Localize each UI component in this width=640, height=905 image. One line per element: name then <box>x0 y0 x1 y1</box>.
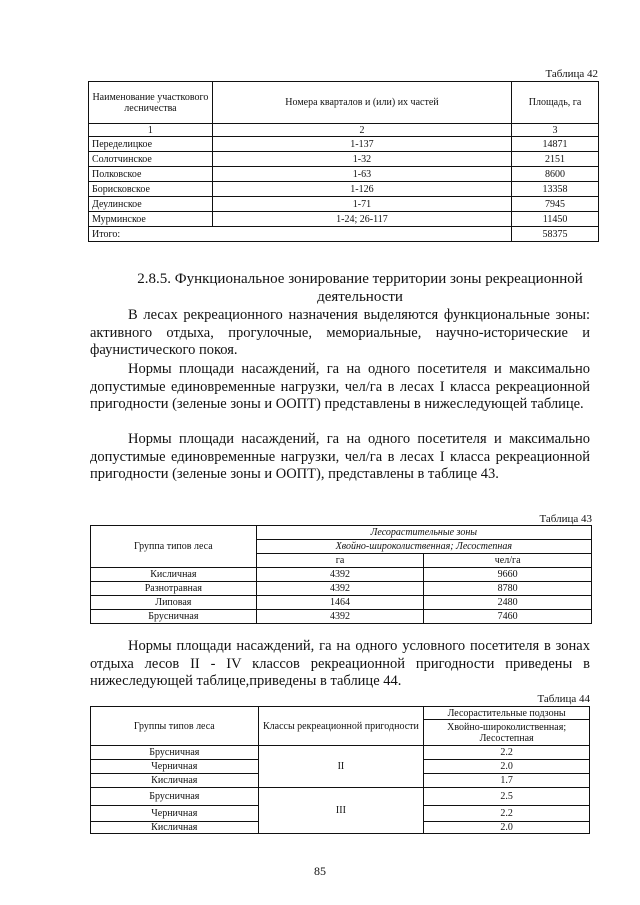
table-row <box>89 167 599 182</box>
t43-header-zone: Хвойно-широколиственная; Лесостепная <box>256 540 591 554</box>
t42-cell-name: Мурминское <box>89 212 213 227</box>
t43-header-group: Группа типов леса <box>91 526 257 568</box>
paragraph-text: Нормы площади насаждений, га на одного посетителя и максимально допустимые единовременные нагрузки, чел/га в лесах I класса рекреационной пригодности (зеленые зоны и ООПТ) представлены в нижеследующей таблице. <box>90 361 590 412</box>
table-row <box>91 610 592 624</box>
t44-cell-group: Брусничная <box>91 746 259 760</box>
t42-total-value: 58375 <box>512 227 599 242</box>
table-44 <box>90 706 590 834</box>
t44-header-subzones: Лесорастительные подзоны <box>424 707 590 720</box>
t44-cell-group: Брусничная <box>91 788 259 806</box>
paragraph-text: В лесах рекреационного назначения выделяются функциональные зоны: активного отдыха, прогулочные, мемориальные, научно-исторические и фаунистического покоя. <box>90 307 590 358</box>
t43-cell-ha: 4392 <box>256 610 424 624</box>
t43-unit-ha: га <box>256 554 424 568</box>
t44-header-subzone: Хвойно-широколиственная; Лесостепная <box>424 720 590 746</box>
t42-cell-quarters: 1-32 <box>212 152 511 167</box>
paragraph <box>90 638 590 691</box>
table-row <box>91 568 592 582</box>
t43-cell-group: Липовая <box>91 596 257 610</box>
table-row <box>91 582 592 596</box>
t42-cell-quarters: 1-63 <box>212 167 511 182</box>
t44-cell-group: Черничная <box>91 760 259 774</box>
table-42 <box>88 81 599 242</box>
paragraph-text: Нормы площади насаждений, га на одного посетителя и максимально допустимые единовременные нагрузки, чел/га в лесах I класса рекреационной пригодности (зеленые зоны и ООПТ), представлены в таблице 43. <box>90 431 590 482</box>
table-row <box>89 182 599 197</box>
t43-header-zones: Лесорастительные зоны <box>256 526 591 540</box>
t42-cell-name: Солотчинское <box>89 152 213 167</box>
t42-cell-area: 14871 <box>512 137 599 152</box>
section-heading: 2.8.5. Функциональное зонирование территории зоны рекреационной деятельности <box>137 271 583 305</box>
t42-total-label: Итого: <box>89 227 512 242</box>
t42-cell-quarters: 1-24; 26-117 <box>212 212 511 227</box>
t42-cell-area: 8600 <box>512 167 599 182</box>
t42-cell-name: Полковское <box>89 167 213 182</box>
t42-cell-quarters: 1-137 <box>212 137 511 152</box>
t42-header-quarters: Номера кварталов и (или) их частей <box>212 82 511 124</box>
t43-cell-people: 7460 <box>424 610 592 624</box>
paragraph <box>90 307 590 360</box>
table-43-caption: Таблица 43 <box>539 513 592 525</box>
t43-cell-people: 9660 <box>424 568 592 582</box>
t44-cell-value: 2.0 <box>424 760 590 774</box>
t43-cell-ha: 1464 <box>256 596 424 610</box>
t42-colnum: 3 <box>512 124 599 137</box>
t43-cell-people: 2480 <box>424 596 592 610</box>
t42-cell-name: Переделицкое <box>89 137 213 152</box>
t44-cell-group: Кисличная <box>91 774 259 788</box>
t44-cell-value: 2.0 <box>424 822 590 834</box>
table-row <box>89 212 599 227</box>
t42-cell-area: 11450 <box>512 212 599 227</box>
t44-cell-class-ii: II <box>258 746 424 788</box>
t44-cell-class-iii: III <box>258 788 424 834</box>
table-row <box>91 746 590 760</box>
t42-cell-quarters: 1-126 <box>212 182 511 197</box>
table-row <box>89 152 599 167</box>
t43-unit-people-ha: чел/га <box>424 554 592 568</box>
paragraph <box>90 431 590 484</box>
t43-cell-ha: 4392 <box>256 582 424 596</box>
t44-header-group: Группы типов леса <box>91 707 259 746</box>
table-44-caption: Таблица 44 <box>537 693 590 705</box>
table-row <box>89 197 599 212</box>
t43-cell-group: Кисличная <box>91 568 257 582</box>
t42-cell-area: 13358 <box>512 182 599 197</box>
t43-cell-ha: 4392 <box>256 568 424 582</box>
table-total-row <box>89 227 599 242</box>
t42-cell-area: 7945 <box>512 197 599 212</box>
t43-cell-group: Разнотравная <box>91 582 257 596</box>
t43-cell-people: 8780 <box>424 582 592 596</box>
t44-cell-group: Черничная <box>91 806 259 822</box>
t44-cell-value: 2.2 <box>424 746 590 760</box>
page-number: 85 <box>314 864 326 878</box>
t42-header-forestry: Наименование участкового лесничества <box>89 82 213 124</box>
paragraph-text: Нормы площади насаждений, га на одного условного посетителя в зонах отдыха лесов II - IV классов рекреационной пригодности приведены в нижеследующей таблице,приведены в таблице 44. <box>90 638 590 689</box>
t42-cell-area: 2151 <box>512 152 599 167</box>
t42-header-area: Площадь, га <box>512 82 599 124</box>
t42-cell-name: Деулинское <box>89 197 213 212</box>
t42-cell-quarters: 1-71 <box>212 197 511 212</box>
t43-cell-group: Брусничная <box>91 610 257 624</box>
t42-colnum: 1 <box>89 124 213 137</box>
t44-cell-value: 2.5 <box>424 788 590 806</box>
t44-cell-value: 1.7 <box>424 774 590 788</box>
t44-cell-value: 2.2 <box>424 806 590 822</box>
table-43 <box>90 525 592 624</box>
t44-header-class: Классы рекреационной пригодности <box>258 707 424 746</box>
table-42-caption: Таблица 42 <box>545 68 598 80</box>
t42-colnum: 2 <box>212 124 511 137</box>
t44-cell-group: Кисличная <box>91 822 259 834</box>
table-row <box>91 788 590 806</box>
table-row <box>89 137 599 152</box>
t42-cell-name: Борисковское <box>89 182 213 197</box>
paragraph <box>90 361 590 414</box>
table-row <box>91 596 592 610</box>
